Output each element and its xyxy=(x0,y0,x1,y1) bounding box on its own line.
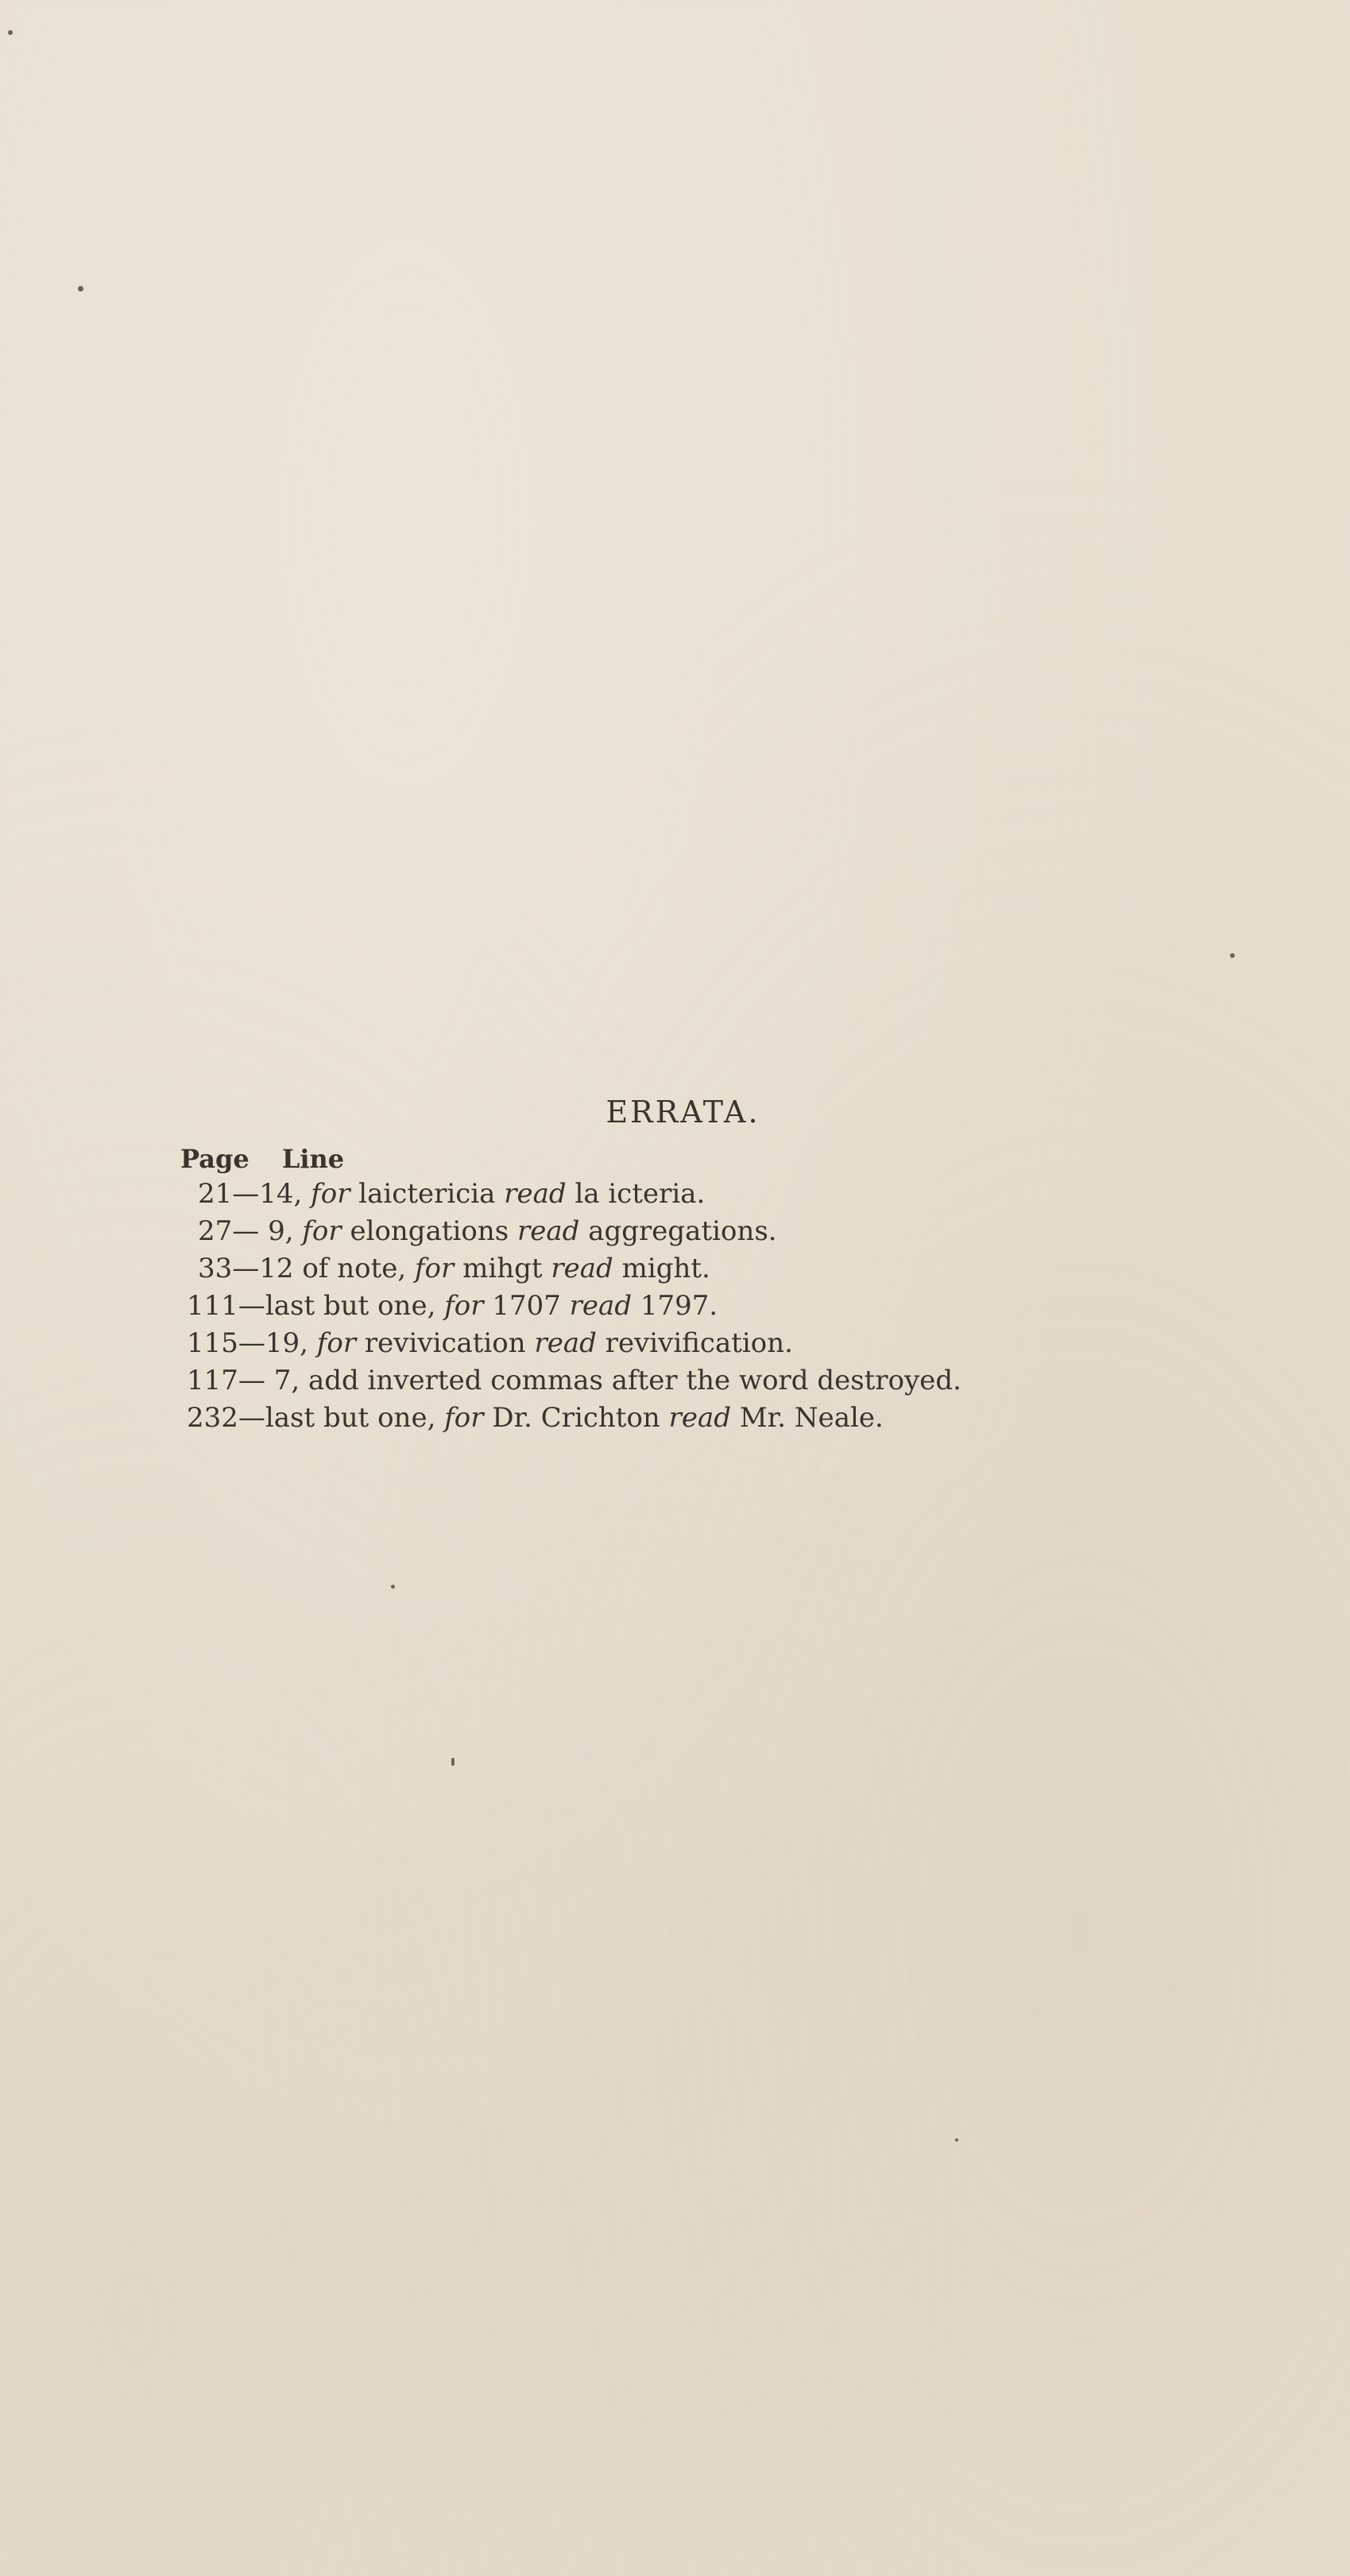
errata-for-word: for xyxy=(316,1327,357,1359)
column-line-label: Line xyxy=(281,1144,345,1174)
errata-entry xyxy=(180,1250,961,1288)
errata-wrong-text: revivication xyxy=(356,1327,535,1359)
errata-list xyxy=(180,1176,961,1437)
errata-ref: 33—12 of note, xyxy=(198,1253,415,1284)
errata-for-word: for xyxy=(311,1178,350,1210)
errata-correct-text: la icteria. xyxy=(566,1178,706,1210)
errata-read-word: read xyxy=(517,1215,580,1247)
errata-correct-text: might. xyxy=(613,1253,710,1284)
errata-entry xyxy=(180,1400,961,1437)
errata-ref: 232—last but one, xyxy=(187,1402,445,1434)
errata-wrong-text: 1707 xyxy=(483,1290,570,1322)
paper-speck xyxy=(955,2138,958,2142)
paper-speck xyxy=(451,1758,455,1766)
errata-correct-text: aggregations. xyxy=(579,1215,777,1247)
errata-read-word: read xyxy=(569,1290,632,1322)
paper-speck xyxy=(8,30,13,35)
paper-speck xyxy=(391,1585,395,1589)
errata-read-word: read xyxy=(534,1327,597,1359)
paper-speck xyxy=(78,286,83,292)
errata-entry xyxy=(180,1288,961,1325)
errata-read-word: read xyxy=(504,1178,567,1210)
errata-read-word: read xyxy=(551,1253,613,1284)
errata-correct-text: 1797. xyxy=(632,1290,718,1322)
errata-entry xyxy=(180,1325,961,1362)
errata-ref: 115—19, xyxy=(187,1327,317,1359)
errata-entry xyxy=(180,1362,961,1400)
errata-ref: 21—14, xyxy=(198,1178,311,1210)
errata-entry xyxy=(180,1213,961,1250)
errata-for-word: for xyxy=(414,1253,455,1284)
errata-wrong-text: mihgt xyxy=(454,1253,551,1284)
paper-speck xyxy=(1230,953,1235,958)
errata-ref: 111—last but one, xyxy=(187,1290,445,1322)
errata-title: ERRATA. xyxy=(605,1095,760,1130)
errata-wrong-text: laictericia xyxy=(350,1178,505,1210)
errata-read-word: read xyxy=(668,1402,732,1434)
errata-wrong-text: Dr. Crichton xyxy=(483,1402,669,1434)
errata-correct-text: Mr. Neale. xyxy=(731,1402,884,1434)
errata-for-word: for xyxy=(444,1402,484,1434)
errata-for-word: for xyxy=(302,1215,342,1247)
errata-column-header xyxy=(180,1144,344,1174)
errata-entry xyxy=(180,1176,961,1213)
errata-wrong-text: elongations xyxy=(341,1215,518,1247)
column-page-label: Page xyxy=(180,1144,249,1174)
errata-correct-text: revivification. xyxy=(596,1327,793,1359)
errata-for-word: for xyxy=(444,1290,484,1322)
errata-ref: 27— 9, xyxy=(198,1215,303,1247)
errata-ref: 117— 7, add inverted commas after the word destroyed. xyxy=(187,1365,961,1396)
